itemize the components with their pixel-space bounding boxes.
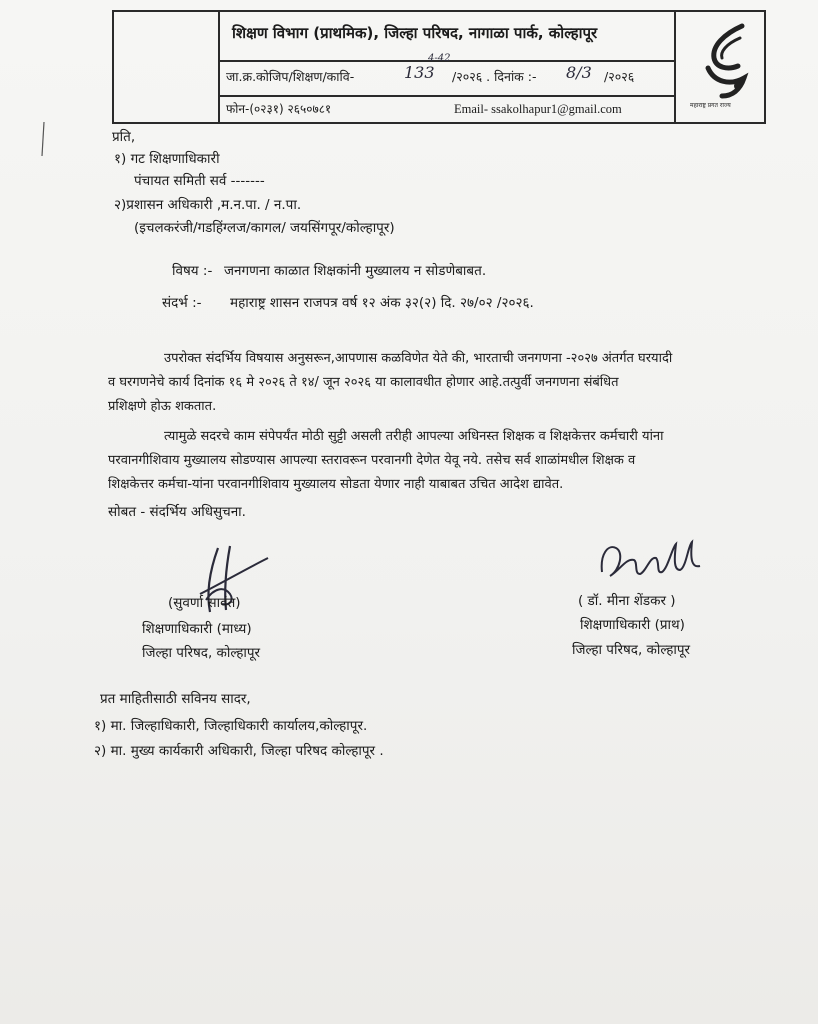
- body-para2-line1: त्यामुळे सदरचे काम संपेपर्यंत मोठी सुट्टी असली तरीही आपल्या अधिनस्त शिक्षक व शिक्षकेत्तर कर्मचारी यांना: [164, 429, 664, 444]
- email-address: Email- ssakolhapur1@gmail.com: [454, 102, 622, 116]
- copy-line-2: २) मा. मुख्य कार्यकारी अधिकारी, जिल्हा परिषद कोल्हापूर .: [94, 743, 384, 759]
- margin-pen-mark: [38, 120, 48, 160]
- copy-heading: प्रत माहितीसाठी सविनय सादर,: [100, 691, 251, 707]
- logo-tagline: महाराष्ट्र प्रगत राज्य: [690, 102, 731, 109]
- right-handwritten-signature: [590, 534, 710, 590]
- right-signatory-name: ( डॉ. मीना शेंडकर ): [578, 593, 676, 609]
- date-year: /२०२६: [604, 69, 635, 84]
- reference-number-handwritten-super: 4-42: [428, 53, 451, 64]
- phone-number: फोन-(०२३१) २६५०७८१: [226, 102, 332, 116]
- zp-education-logo-icon: [690, 20, 760, 116]
- subject-text: जनगणना काळात शिक्षकांनी मुख्यालय न सोडणेबाबत.: [224, 263, 487, 279]
- enclosure-note: सोबत - संदर्भिय अधिसुचना.: [108, 504, 246, 520]
- copy-line-1: १) मा. जिल्हाधिकारी, जिल्हाधिकारी कार्यालय,कोल्हापूर.: [94, 718, 368, 734]
- right-signatory-office: जिल्हा परिषद, कोल्हापूर: [572, 642, 691, 658]
- addressee-line-1: १) गट शिक्षणाधिकारी: [114, 151, 220, 167]
- subject-label: विषय :-: [172, 263, 213, 279]
- body-para2-line3: शिक्षकेत्तर कर्मचा-यांना परवानगीशिवाय मुख्यालय सोडता येणार नाही याबाबत उचित आदेश द्यावेत.: [108, 477, 564, 492]
- left-signatory-name: (सुवर्णा सावंत): [168, 595, 241, 611]
- date-handwritten: 8/3: [566, 63, 592, 82]
- addressee-line-2: पंचायत समिती सर्व -------: [134, 173, 265, 189]
- to-label: प्रति,: [112, 129, 136, 145]
- reference-text: महाराष्ट्र शासन राजपत्र वर्ष १२ अंक ३२(२) दि. २७/०२ /२०२६.: [230, 295, 534, 311]
- reference-number-prefix: जा.क्र.कोजिप/शिक्षण/कावि-: [226, 69, 355, 84]
- body-para1-line3: प्रशिक्षणे होऊ शकतात.: [108, 399, 217, 414]
- addressee-line-3: २)प्रशासन अधिकारी ,म.न.पा. / न.पा.: [114, 197, 302, 213]
- reference-number-handwritten: 133: [404, 63, 435, 82]
- reference-year-date-label: /२०२६ . दिनांक :-: [452, 69, 537, 84]
- letterhead-box: [112, 10, 766, 124]
- reference-label: संदर्भ :-: [162, 295, 202, 311]
- body-para1-line2: व घरगणनेचे कार्य दिनांक १६ मे २०२६ ते १४/ जून २०२६ या कालावधीत होणार आहे.तत्पुर्वी जनगणना संबंधित: [108, 375, 619, 390]
- left-signatory-post: शिक्षणाधिकारी (माध्य): [142, 621, 252, 637]
- left-signatory-office: जिल्हा परिषद, कोल्हापूर: [142, 645, 261, 661]
- letterhead-row-divider: [218, 95, 674, 97]
- letterhead-left-divider: [218, 12, 220, 122]
- office-title: शिक्षण विभाग (प्राथमिक), जिल्हा परिषद, नागाळा पार्क, कोल्हापूर: [232, 24, 598, 42]
- letterhead-right-divider: [674, 12, 676, 122]
- right-signatory-post: शिक्षणाधिकारी (प्राथ): [580, 617, 685, 633]
- body-para2-line2: परवानगीशिवाय मुख्यालय सोडण्यास आपल्या स्तरावरून परवानगी देणेत येवू नये. तसेच सर्व शाळांमधील शिक्षक व: [108, 453, 636, 468]
- addressee-line-4: (इचलकरंजी/गडहिंग्लज/कागल/ जयसिंगपूर/कोल्हापूर): [134, 220, 395, 236]
- body-para1-line1: उपरोक्त संदर्भिय विषयास अनुसरून,आपणास कळविणेत येते की, भारताची जनगणना -२०२७ अंतर्गत घरयादी: [164, 351, 673, 366]
